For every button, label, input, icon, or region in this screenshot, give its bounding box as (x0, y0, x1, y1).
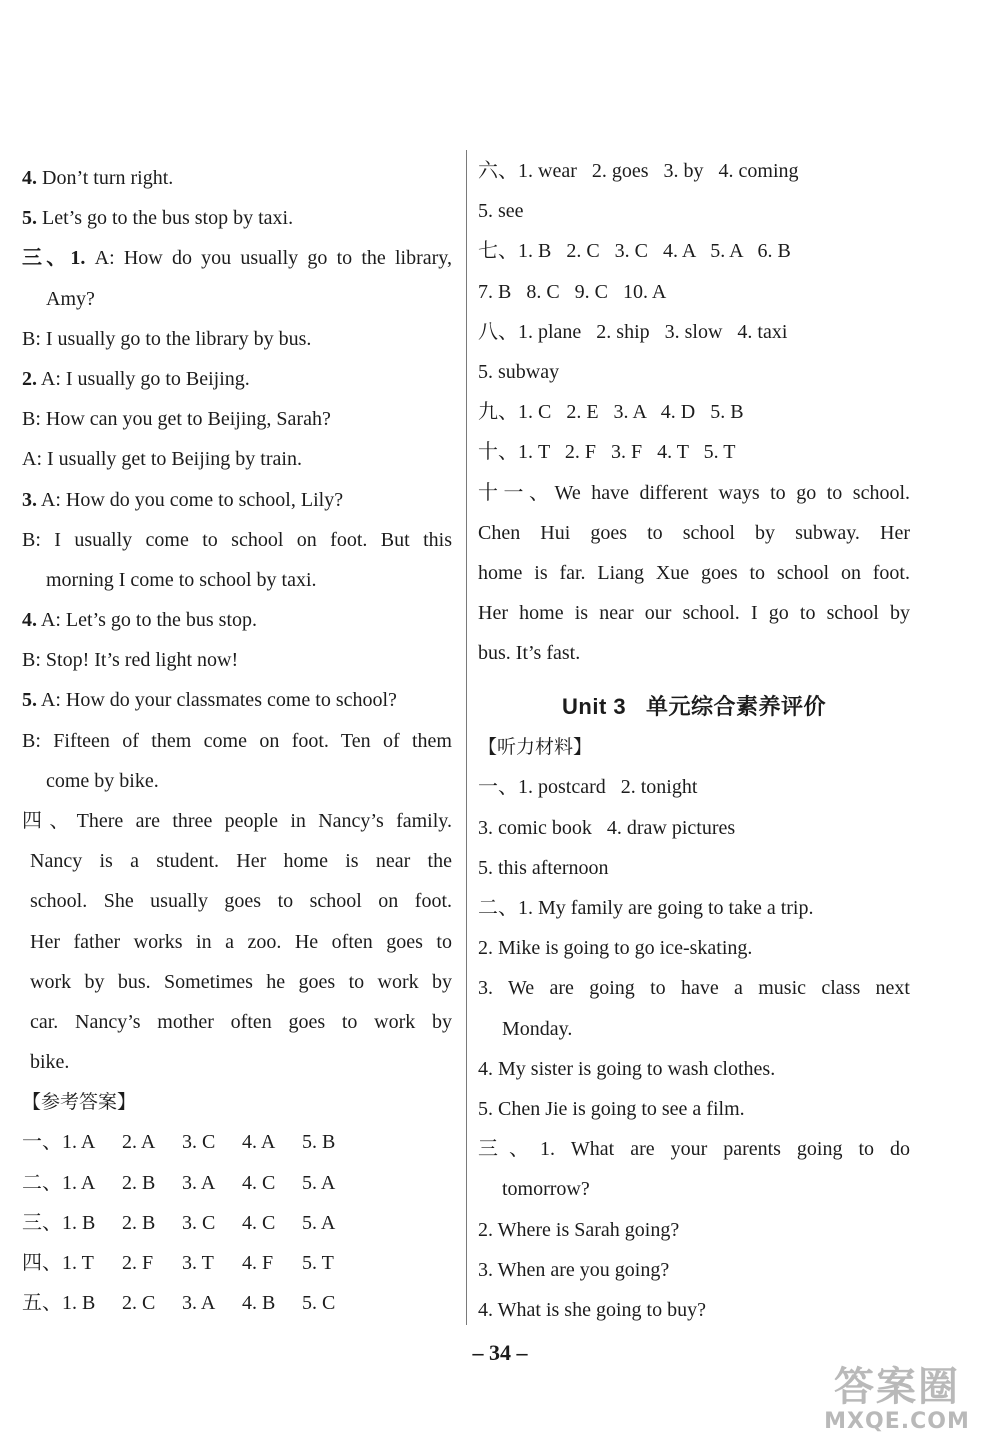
text-line: school. She usually goes to school on foot. (30, 890, 452, 913)
answers-heading: 【参考答案】 (22, 1091, 137, 1114)
listening-heading: 【听力材料】 (478, 736, 593, 759)
text-line: 三、1. What are your parents going to do (478, 1138, 910, 1161)
text-line: tomorrow? (502, 1178, 590, 1201)
text-line: bus. It’s fast. (478, 642, 581, 665)
text-line: car. Nancy’s mother often goes to work by (30, 1010, 452, 1033)
answer-row: 五、 1. B 2. C 3. A 4. B 5. C (22, 1292, 336, 1315)
text-line: home is far. Liang Xue goes to school on foot. (478, 561, 910, 584)
text-line: 3. comic book 4. draw pictures (478, 816, 736, 839)
text-line: 7. B 8. C 9. C 10. A (478, 280, 667, 303)
text-line: 5. A: How do your classmates come to school? (22, 689, 397, 712)
text-line: B: I usually come to school on foot. But this (22, 528, 452, 551)
text-line: 六、1. wear 2. goes 3. by 4. coming (478, 160, 799, 182)
text-line: 三、1. A: How do you usually go to the library, (22, 247, 453, 270)
text-line: come by bike. (46, 769, 159, 792)
text-line: 3. When are you going? (478, 1258, 670, 1281)
text-line: bike. (30, 1051, 70, 1074)
site-watermark (812, 1365, 982, 1443)
text-line: Her father works in a zoo. He often goes to (30, 930, 452, 953)
text-line: B: How can you get to Beijing, Sarah? (22, 408, 331, 431)
text-line: 4. A: Let’s go to the bus stop. (22, 609, 257, 632)
text-line: 4. What is she going to buy? (478, 1298, 706, 1321)
right-column (478, 151, 910, 1330)
text-line: 3. We are going to have a music class next (478, 977, 910, 1000)
text-line: 四、There are three people in Nancy’s family. (22, 810, 452, 832)
watermark-logo-text: 答案圈 (834, 1364, 960, 1410)
text-line: B: Stop! It’s red light now! (22, 649, 239, 672)
left-column (22, 158, 452, 1323)
text-line: 七、1. B 2. C 3. C 4. A 5. A 6. B (478, 240, 791, 263)
column-divider (466, 150, 467, 1325)
text-line: Her home is near our school. I go to school by (478, 602, 910, 625)
text-line: morning I come to school by taxi. (46, 568, 317, 591)
text-line: 4. My sister is going to wash clothes. (478, 1057, 776, 1080)
unit-title: Unit 3 单元综合素养评价 (562, 694, 826, 720)
text-line: 5. subway (478, 360, 560, 383)
text-line: 十、1. T 2. F 3. F 4. T 5. T (478, 441, 736, 464)
text-line: Monday. (502, 1017, 573, 1040)
text-line: 2. Mike is going to go ice-skating. (478, 937, 753, 960)
text-line: 5. see (478, 200, 524, 223)
text-line: 5. Chen Jie is going to see a film. (478, 1097, 745, 1120)
text-line: 十一、We have different ways to go to school. (478, 481, 910, 504)
page-number: – 34 – (472, 1340, 528, 1365)
text-line: Amy? (46, 287, 95, 310)
text-line: 2. A: I usually go to Beijing. (22, 367, 250, 390)
text-line: 一、1. postcard 2. tonight (478, 776, 698, 799)
text-line: B: Fifteen of them come on foot. Ten of them (22, 729, 452, 752)
text-line: A: I usually get to Beijing by train. (22, 448, 302, 471)
answer-row: 一、 1. A 2. A 3. C 4. A 5. B (22, 1131, 336, 1154)
text-line: 5. Let’s go to the bus stop by taxi. (22, 207, 294, 230)
text-line: 八、1. plane 2. ship 3. slow 4. taxi (478, 320, 788, 343)
text-line: 九、1. C 2. E 3. A 4. D 5. B (478, 401, 744, 424)
answer-row: 二、 1. A 2. B 3. A 4. C 5. A (22, 1171, 336, 1194)
watermark-url: MXQE.COM (824, 1409, 970, 1434)
answer-row: 三、 1. B 2. B 3. C 4. C 5. A (22, 1211, 336, 1234)
text-line: Nancy is a student. Her home is near the (30, 850, 452, 873)
text-line: 5. this afternoon (478, 856, 609, 879)
text-line: 4. Don’t turn right. (22, 167, 174, 189)
text-line: Chen Hui goes to school by subway. Her (478, 521, 910, 544)
text-line: 3. A: How do you come to school, Lily? (22, 488, 344, 511)
text-line: 2. Where is Sarah going? (478, 1218, 680, 1241)
answer-row: 四、 1. T 2. F 3. T 4. F 5. T (22, 1251, 334, 1274)
text-line: 二、1. My family are going to take a trip. (478, 897, 814, 919)
text-line: work by bus. Sometimes he goes to work by (30, 970, 452, 993)
text-line: B: I usually go to the library by bus. (22, 327, 312, 350)
